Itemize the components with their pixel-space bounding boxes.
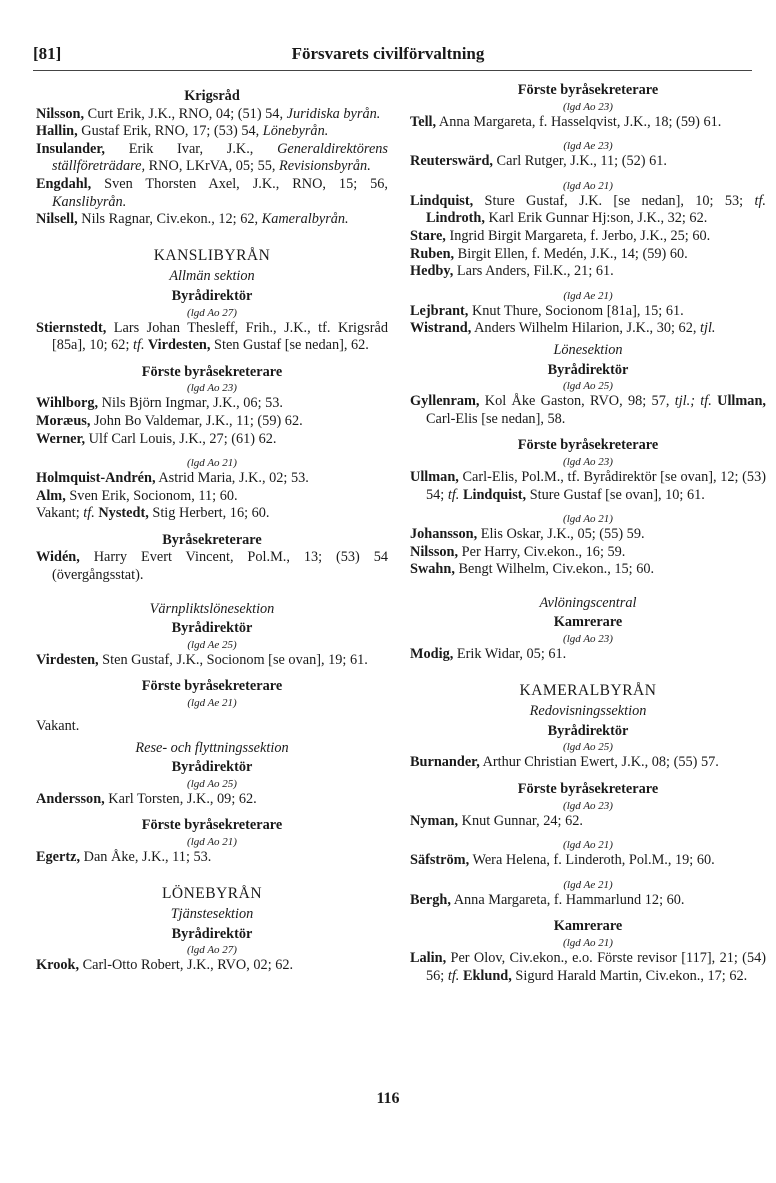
title-byradirektor: Byrådirektör — [171, 759, 253, 776]
title-byradirektor: Byrådirektör — [547, 361, 629, 378]
grade-label: (lgd Ao 21) — [563, 513, 613, 526]
grade-label: (lgd Ao 27) — [187, 306, 237, 319]
entry-burnander: Burnander, Arthur Christian Ewert, J.K., 08; (55) 57. — [410, 754, 719, 771]
entry-nyman: Nyman, Knut Gunnar, 24; 62. — [410, 812, 583, 829]
page-ref: [81] — [33, 44, 62, 63]
title-byradirektor: Byrådirektör — [171, 925, 253, 942]
section-avloning: Avlöningscentral — [539, 594, 637, 611]
title-kamrerare: Kamrerare — [553, 918, 623, 935]
left-column — [36, 80, 388, 975]
grade-label: (lgd Ao 21) — [563, 179, 613, 192]
grade-label: (lgd Ao 25) — [187, 777, 237, 790]
grade-label: (lgd Ao 23) — [563, 100, 613, 113]
grade-label: (lgd Ae 21) — [563, 289, 613, 302]
entry-alm: Alm, Sven Erik, Socionom, 11; 60. — [36, 487, 238, 504]
title-forste: Förste byråsekreterare — [517, 82, 659, 98]
title-forste: Förste byråsekreterare — [141, 363, 283, 380]
entry-werner: Werner, Ulf Carl Louis, J.K., 27; (61) 62. — [36, 430, 277, 447]
entry-ullman: Ullman, Carl-Elis, Pol.M., tf. Byrådirektör [se ovan], 12; (53) 54; tf. Lindquist, Sture Gustaf [se ovan], 10; 61. — [410, 468, 766, 503]
grade-label: (lgd Ao 21) — [563, 839, 613, 852]
entry-lejbrant: Lejbrant, Knut Thure, Socionom [81a], 15; 61. — [410, 302, 684, 319]
section-varnplikt: Värnpliktslönesektion — [149, 600, 275, 617]
entry-nilsson-per: Nilsson, Per Harry, Civ.ekon., 16; 59. — [410, 543, 626, 560]
grade-label: (lgd Ao 23) — [563, 799, 613, 812]
grade-label: (lgd Ao 27) — [187, 944, 237, 957]
grade-label: (lgd Ae 21) — [187, 697, 237, 710]
title-byradirektor: Byrådirektör — [171, 620, 253, 637]
entry-stare: Stare, Ingrid Birgit Margareta, f. Jerbo, J.K., 25; 60. — [410, 227, 711, 244]
entry-tell: Tell, Anna Margareta, f. Hasselqvist, J.K., 18; (59) 61. — [410, 113, 722, 130]
grade-label: (lgd Ao 23) — [563, 633, 613, 646]
entry-wihlborg: Wihlborg, Nils Björn Ingmar, J.K., 06; 53. — [36, 395, 283, 412]
section-rese: Rese- och flyttningssektion — [135, 739, 289, 756]
header-rule — [33, 70, 752, 71]
title-forste: Förste byråsekreterare — [141, 817, 283, 834]
grade-label: (lgd Ao 23) — [563, 455, 613, 468]
entry-vakant: Vakant. — [36, 718, 80, 735]
dept-kanslibyran: KANSLIBYRÅN — [153, 246, 271, 264]
title-byradirektor: Byrådirektör — [171, 287, 253, 304]
title-forste: Förste byråsekreterare — [141, 678, 283, 695]
entry-widen: Widén, Harry Evert Vincent, Pol.M., 13; (53) 54 (övergångsstat). — [36, 549, 388, 584]
entry-moraeus: Moræus, John Bo Valdemar, J.K., 11; (59) 62. — [36, 412, 303, 429]
entry-johansson: Johansson, Elis Oskar, J.K., 05; (55) 59. — [410, 526, 645, 543]
title-byrasekreterare: Byråsekreterare — [162, 531, 262, 548]
entry-ruben: Ruben, Birgit Ellen, f. Medén, J.K., 14; (59) 60. — [410, 245, 688, 262]
entry-andersson: Andersson, Karl Torsten, J.K., 09; 62. — [36, 790, 257, 807]
entry-virdesten: Virdesten, Sten Gustaf, J.K., Socionom [se ovan], 19; 61. — [36, 651, 368, 668]
entry-vakant: Vakant; tf. Nystedt, Stig Herbert, 16; 60. — [36, 505, 270, 522]
entry-lindquist: Lindquist, Sture Gustaf, J.K. [se nedan], 10; 53; tf. Lindroth, Karl Erik Gunnar Hj:son, J.K., 32; 62. — [410, 192, 766, 227]
title-forste: Förste byråsekreterare — [517, 437, 659, 454]
entry-hedby: Hedby, Lars Anders, Fil.K., 21; 61. — [410, 263, 614, 280]
entry-hallin: Hallin, Gustaf Erik, RNO, 17; (53) 54, Lönebyrån. — [36, 123, 329, 140]
entry-bergh: Bergh, Anna Margareta, f. Hammarlund 12; 60. — [410, 891, 685, 908]
dept-lonebyran: LÖNEBYRÅN — [161, 884, 263, 902]
section-lone: Lönesektion — [553, 341, 623, 358]
entry-nilsell: Nilsell, Nils Ragnar, Civ.ekon., 12; 62, Kameralbyrån. — [36, 211, 349, 228]
entry-insulander: Insulander, Erik Ivar, J.K., Generaldirektörens ställföreträdare, RNO, LKrVA, 05; 55, Revisionsbyrån. — [36, 140, 388, 175]
section-tjanste: Tjänstesektion — [170, 906, 254, 923]
entry-gyllenram: Gyllenram, Kol Åke Gaston, RVO, 98; 57, tjl.; tf. Ullman, Carl-Elis [se nedan], 58. — [410, 393, 766, 427]
entry-holmquist: Holmquist-Andrén, Astrid Maria, J.K., 02; 53. — [36, 470, 309, 487]
entry-krook: Krook, Carl-Otto Robert, J.K., RVO, 02; 62. — [36, 957, 294, 974]
section-redovisning: Redovisningssektion — [529, 703, 647, 720]
entry-swahn: Swahn, Bengt Wilhelm, Civ.ekon., 15; 60. — [410, 561, 655, 578]
title-byradirektor: Byrådirektör — [547, 722, 629, 739]
entry-wistrand: Wistrand, Anders Wilhelm Hilarion, J.K., 30; 62, tjl. — [410, 320, 716, 337]
grade-label: (lgd Ao 21) — [187, 457, 237, 470]
running-head: Försvarets civilförvaltning — [291, 44, 485, 63]
title-kamrerare: Kamrerare — [553, 614, 623, 631]
grade-label: (lgd Ae 25) — [187, 638, 237, 651]
grade-label: (lgd Ao 25) — [563, 380, 613, 393]
grade-label: (lgd Ao 25) — [563, 741, 613, 754]
grade-label: (lgd Ao 21) — [563, 937, 613, 949]
grade-label: (lgd Ao 23) — [187, 382, 237, 395]
entry-reutersward: Reuterswärd, Carl Rutger, J.K., 11; (52) 61. — [410, 153, 667, 170]
section-allman: Allmän sektion — [169, 268, 255, 285]
entry-safstrom: Säfström, Wera Helena, f. Linderoth, Pol.M., 19; 60. — [410, 852, 715, 869]
right-column — [410, 80, 766, 985]
grade-label: (lgd Ao 21) — [187, 836, 237, 848]
title-forste: Förste byråsekreterare — [517, 781, 659, 798]
entry-stiernstedt: Stiernstedt, Lars Johan Thesleff, Frih., J.K., tf. Krigsråd [85a], 10; 62; tf. Virdesten, Sten Gustaf [se nedan], 62. — [36, 319, 388, 354]
entry-nilsson: Nilsson, Curt Erik, J.K., RNO, 04; (51) 54, Juridiska byrån. — [36, 105, 381, 122]
krigsrad-title: Krigsråd — [184, 88, 240, 104]
entry-modig: Modig, Erik Widar, 05; 61. — [410, 646, 567, 663]
entry-lalin: Lalin, Per Olov, Civ.ekon., e.o. Förste revisor [117], 21; (54) 56; tf. Eklund, Sigurd Harald Martin, Civ.ekon., 17; 62. — [410, 950, 766, 984]
grade-label: (lgd Ae 23) — [563, 140, 613, 153]
entry-engdahl: Engdahl, Sven Thorsten Axel, J.K., RNO, 15; 56, Kanslibyrån. — [36, 175, 388, 210]
grade-label: (lgd Ae 21) — [563, 878, 613, 891]
dept-kameralbyran: KAMERALBYRÅN — [519, 681, 657, 699]
page-number: 116 — [376, 1090, 400, 1107]
entry-egertz: Egertz, Dan Åke, J.K., 11; 53. — [36, 849, 212, 865]
